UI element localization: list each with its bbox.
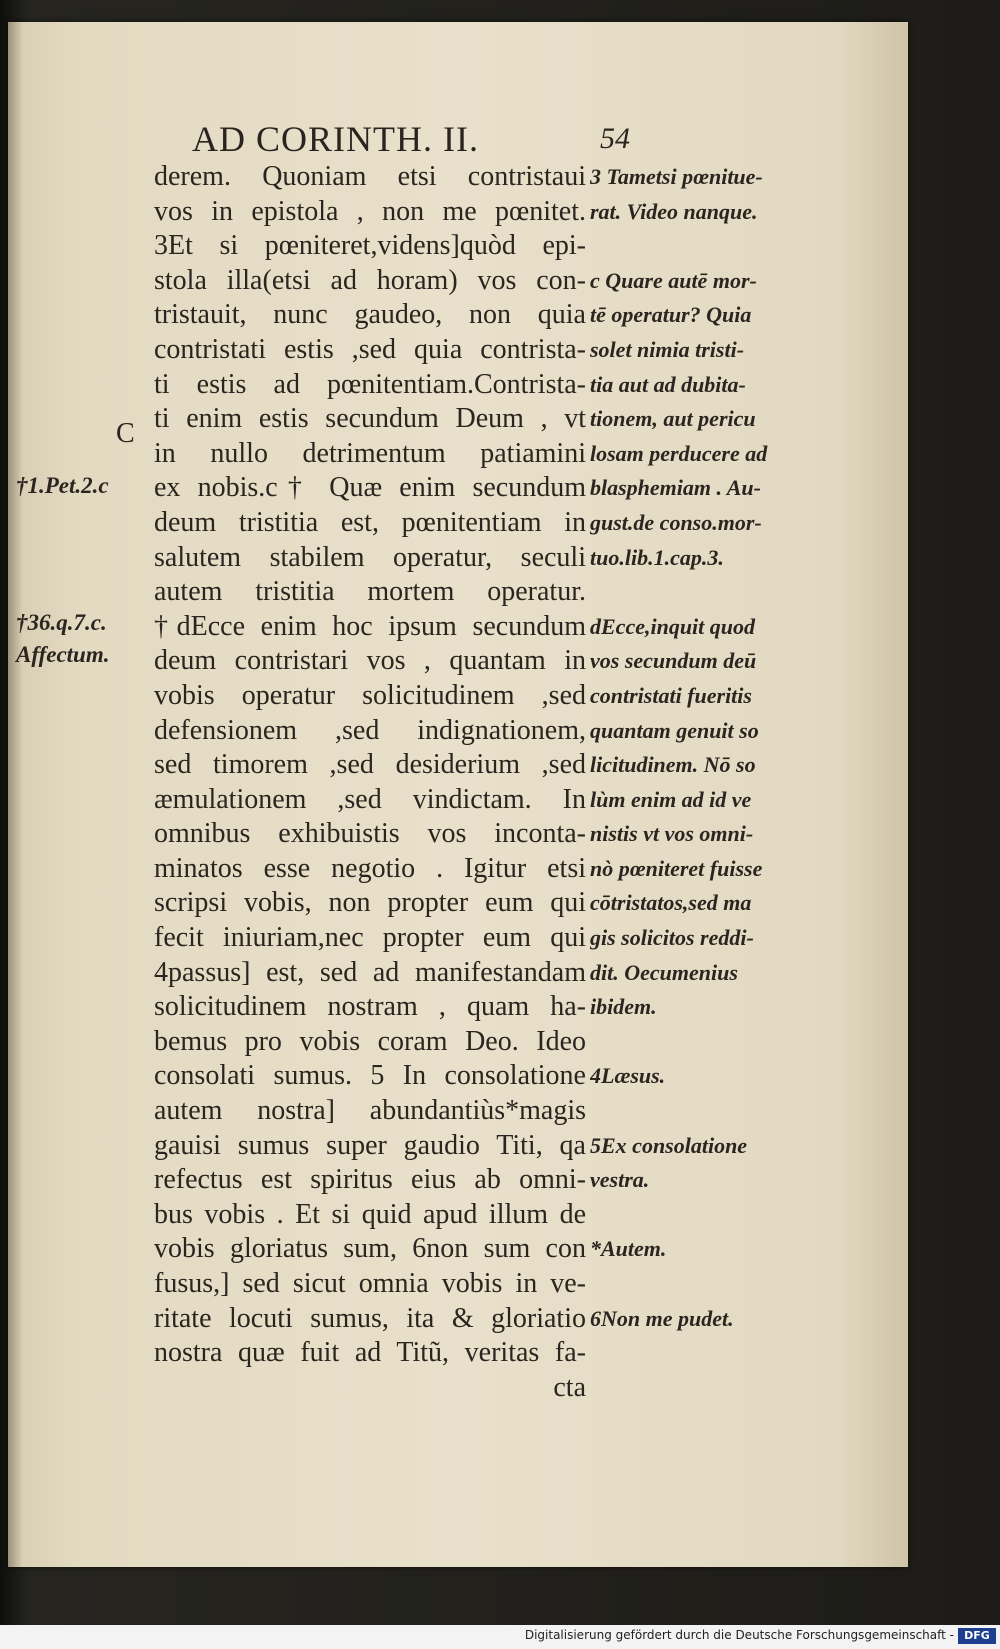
text-line: bus vobis . Et si quid apud illum de (154, 1198, 586, 1230)
side-note-line (590, 1267, 808, 1302)
side-note-line: tia aut ad dubita- (590, 371, 746, 397)
side-note-line: solet nimia tristi- (590, 336, 745, 362)
text-line: ti estis ad pœnitentiam.Contrista- (154, 368, 586, 400)
side-note-line: licitudinem. Nō so (590, 752, 756, 778)
text-line: scripsi vobis, non propter eum qui (154, 887, 586, 919)
main-text-column (154, 160, 586, 1405)
side-note-line: gis solicitos reddi- (590, 925, 754, 951)
footer-credit: Digitalisierung gefördert durch die Deutsche Forschungsgemeinschaft - (524, 1628, 954, 1642)
page-number: 54 (600, 122, 630, 155)
margin-reference-3: Affectum. (16, 642, 110, 667)
dfg-logo: DFG (958, 1628, 996, 1644)
running-head: AD CORINTH. II. (192, 119, 479, 159)
side-note-line: nistis vt vos omni- (590, 821, 754, 847)
side-note-line: c Quare autē mor- (590, 267, 757, 293)
side-note-line: cōtristatos,sed ma (590, 890, 752, 916)
text-line: vobis gloriatus sum, 6non sum con (154, 1233, 586, 1265)
side-note-line: blasphemiam . Au- (590, 475, 761, 501)
side-note-line: dit. Oecumenius (590, 959, 738, 985)
text-line: minatos esse negotio . Igitur etsi (154, 852, 586, 884)
side-note-line: lùm enim ad id ve (590, 786, 752, 812)
text-line: solicitudinem nostram , quam ha- (154, 991, 586, 1023)
text-line: æmulationem ,sed vindictam. In (154, 783, 586, 815)
side-note-line: 4Læsus. (590, 1063, 666, 1089)
text-line: autem nostra] abundantiùs*magis (154, 1095, 586, 1127)
margin-reference-1: †1.Pet.2.c (16, 473, 109, 498)
page-gutter (8, 22, 22, 1567)
side-note-line: tionem, aut pericu (590, 406, 756, 432)
text-line: nostra quæ fuit ad Titũ, veritas fa- (154, 1337, 586, 1369)
text-line: †dEcce enim hoc ipsum secundum (154, 610, 586, 642)
text-line: deum contristari vos , quantam in (154, 645, 586, 677)
side-note-line: ibidem. (590, 994, 657, 1020)
side-note-line (590, 575, 808, 610)
text-line: bemus pro vobis coram Deo. Ideo (154, 1025, 586, 1057)
text-line: vos in epistola , non me pœnitet. (154, 195, 586, 227)
side-note-line: gust.de conso.mor- (590, 509, 762, 535)
text-line: in nullo detrimentum patiamini (154, 437, 586, 469)
text-line: consolati sumus. 5 In consolatione (154, 1060, 586, 1092)
side-note-line: losam perducere ad (590, 440, 768, 466)
text-line: salutem stabilem operatur, seculi (154, 541, 586, 573)
text-line: ritate locuti sumus, ita & gloriatio (154, 1302, 586, 1334)
text-line: fecit iniuriam,nec propter eum qui (154, 922, 586, 954)
text-line: fusus,] sed sicut omnia vobis in ve- (154, 1268, 586, 1299)
text-line: 4passus] est, sed ad manifestandam (154, 956, 586, 988)
side-note-line: tuo.lib.1.cap.3. (590, 544, 724, 570)
text-line: stola illa(etsi ad horam) vos con- (154, 264, 586, 296)
text-line: ti enim estis secundum Deum , vt (154, 403, 586, 435)
side-note-line: quantam genuit so (590, 717, 759, 743)
side-note-line: *Autem. (590, 1236, 667, 1262)
text-line: contristati estis ,sed quia contrista- (154, 333, 586, 365)
text-line: cta (553, 1371, 586, 1403)
side-note-line: rat. Video nanque. (590, 198, 758, 224)
text-line: refectus est spiritus eius ab omni- (154, 1164, 586, 1196)
text-line: sed timorem ,sed desiderium ,sed (154, 749, 586, 781)
text-line: defensionem ,sed indignationem, (154, 714, 586, 746)
text-line: ex nobis.c† Quæ enim secundum (154, 472, 586, 504)
text-line: tristauit, nunc gaudeo, non quia (154, 299, 586, 331)
side-notes-column (590, 160, 808, 1336)
side-note-line: contristati fueritis (590, 682, 752, 708)
side-note-line (590, 229, 808, 264)
text-line: autem tristitia mortem operatur. (154, 576, 586, 608)
side-note-line: tē operatur? Quia (590, 302, 752, 328)
side-note-line (590, 1094, 808, 1129)
text-line: derem. Quoniam etsi contristaui (154, 161, 586, 192)
side-note-line: 6Non me pudet. (590, 1305, 734, 1331)
side-note-line: 3 Tametsi pœnitue- (590, 164, 763, 189)
side-note-line: dEcce,inquit quod (590, 613, 756, 639)
side-note-line (590, 1025, 808, 1060)
side-note-line: 5Ex consolatione (590, 1132, 748, 1158)
text-line: gauisi sumus super gaudio Titi, qa (154, 1129, 586, 1161)
side-note-line: vos secundum deū (590, 648, 757, 674)
text-line: omnibus exhibuistis vos inconta- (154, 818, 586, 850)
text-line: deum tristitia est, pœnitentiam in (154, 506, 586, 538)
margin-letter-c: C (116, 418, 135, 449)
side-note-line: nò pœniteret fuisse (590, 855, 763, 881)
text-line: vobis operatur solicitudinem ,sed (154, 679, 586, 711)
margin-reference-2: †36.q.7.c. (16, 610, 107, 635)
digitization-footer (0, 1625, 1000, 1649)
side-note-line (590, 1198, 808, 1233)
text-line: 3Et si pœniteret,videns]quòd epi- (154, 230, 586, 262)
side-note-line: vestra. (590, 1167, 650, 1193)
